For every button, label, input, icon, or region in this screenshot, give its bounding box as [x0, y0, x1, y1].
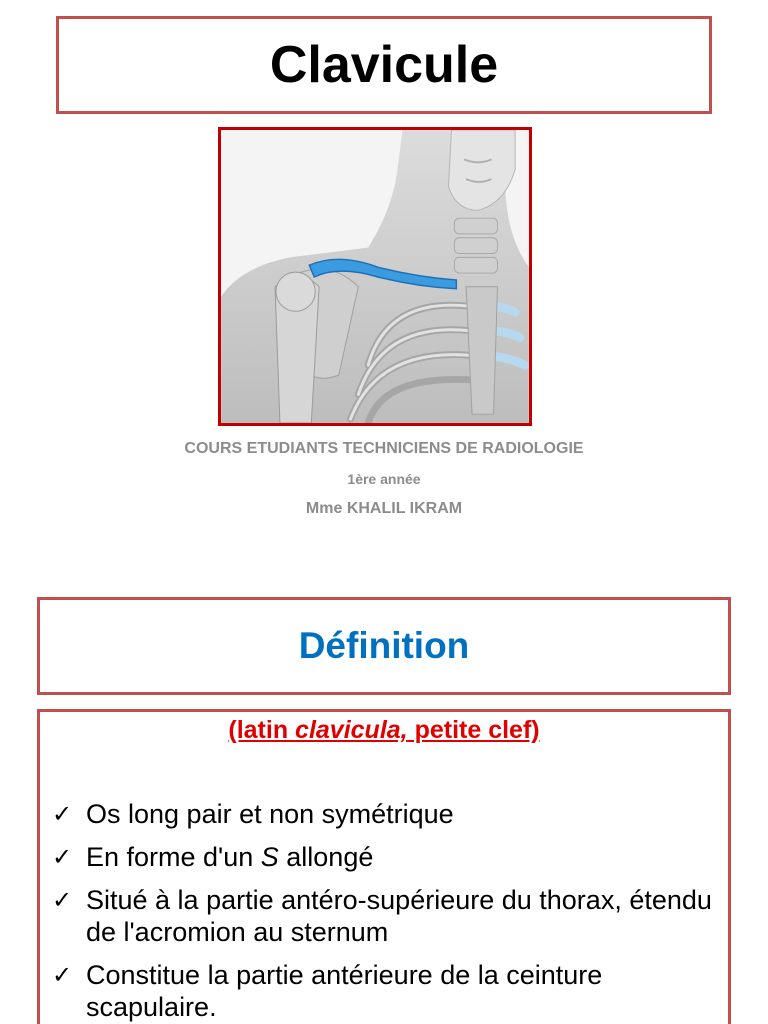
checkmark-icon: ✓: [52, 843, 73, 871]
definition-header-box: [37, 597, 731, 695]
course-teacher: Mme KHALIL IKRAM: [305, 500, 463, 517]
latin-suffix: petite clef): [407, 716, 540, 744]
definition-content-box: [37, 709, 731, 1024]
bullet-text: Os long pair et non symétrique: [86, 799, 454, 829]
checkmark-icon: ✓: [52, 961, 73, 989]
definition-heading: Définition: [298, 625, 470, 666]
course-title: COURS ETUDIANTS TECHNICIENS DE RADIOLOGIE: [184, 440, 584, 457]
course-year: 1ère année: [347, 471, 421, 487]
checkmark-icon: ✓: [52, 800, 73, 828]
clavicle-illustration: [218, 127, 532, 426]
latin-etymology: [40, 716, 728, 745]
bullet-text: Situé à la partie antéro-supérieure du thorax, étendu de l'acromion au sternum: [86, 885, 712, 947]
list-item: [50, 884, 720, 948]
checkmark-icon: ✓: [52, 886, 73, 914]
page-title: Clavicule: [269, 36, 499, 94]
title-box: [56, 16, 712, 114]
bullet-text-post: allongé: [278, 842, 374, 872]
bullet-text-italic: S: [260, 842, 279, 872]
definition-bullet-list: [50, 798, 720, 1024]
list-item: [50, 798, 720, 830]
list-item: [50, 959, 720, 1023]
latin-prefix: (latin: [228, 716, 296, 744]
bullet-text-pre: En forme d'un: [86, 842, 261, 872]
bullet-text: [86, 842, 373, 872]
bullet-text: Constitue la partie antérieure de la ceinture scapulaire.: [86, 960, 603, 1022]
latin-word: clavicula,: [295, 716, 408, 744]
list-item: [50, 841, 720, 873]
